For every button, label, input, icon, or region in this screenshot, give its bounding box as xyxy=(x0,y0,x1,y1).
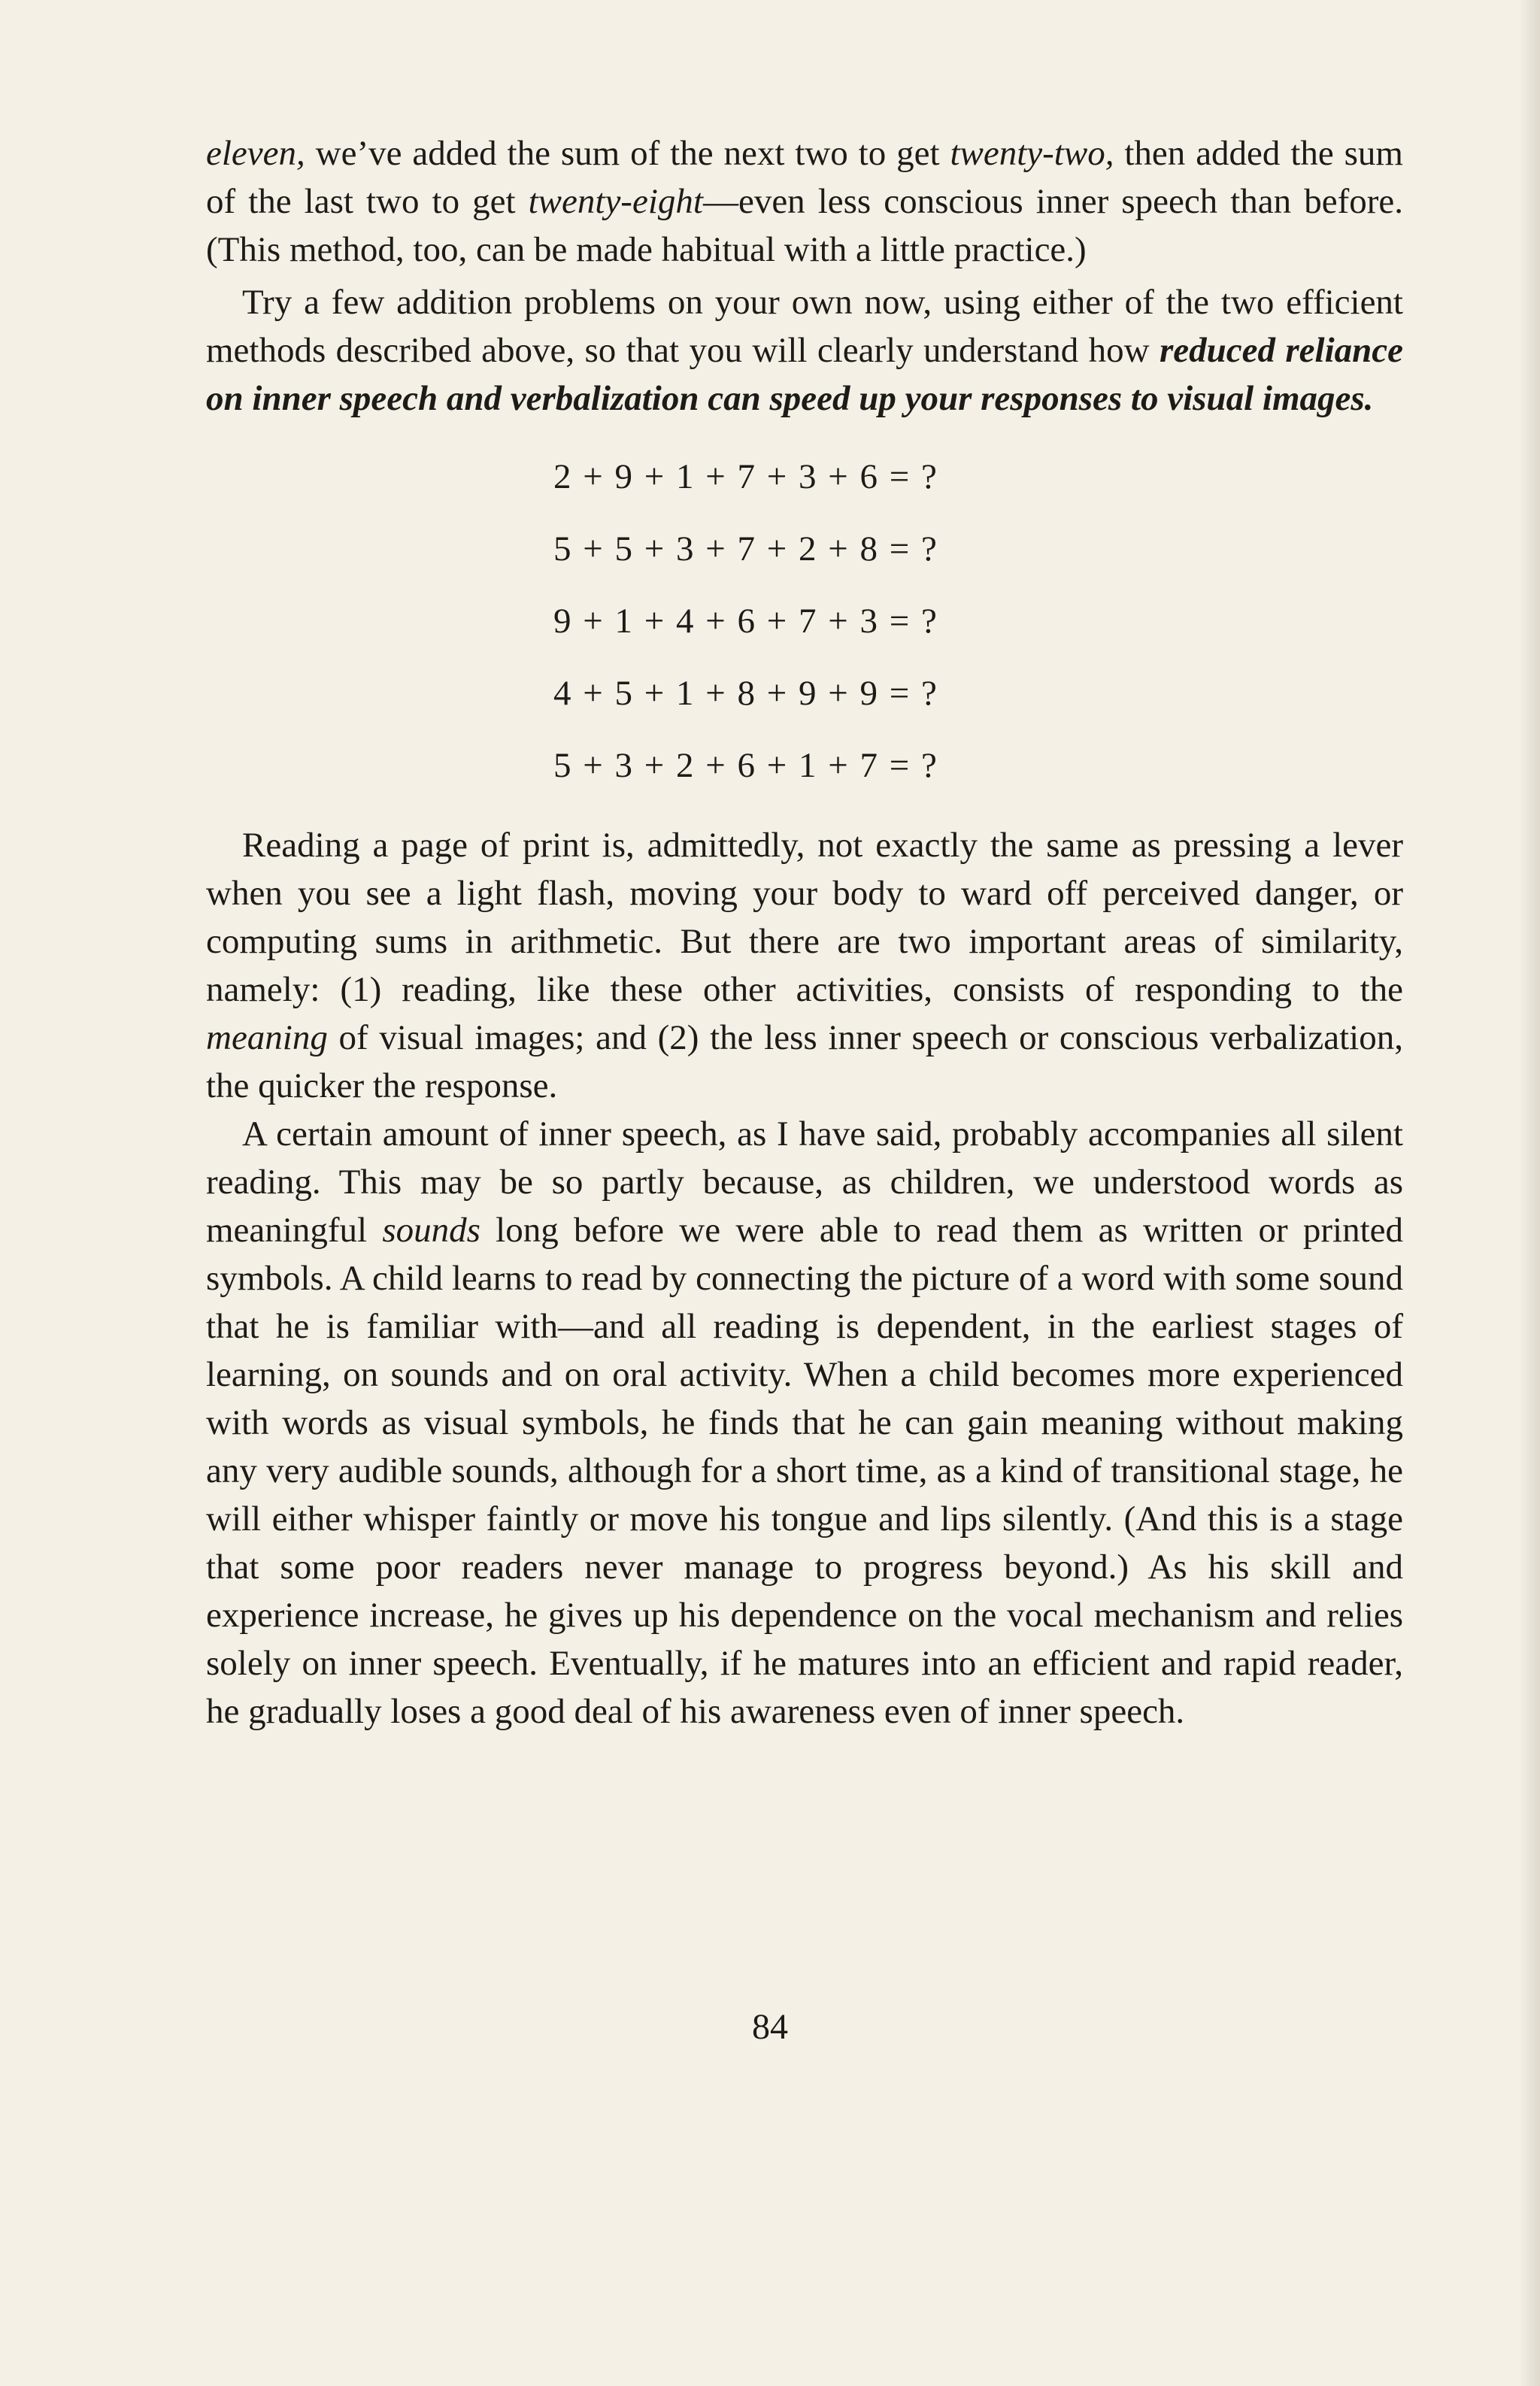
paragraph-1-text-c: —even less conscious inner speech than before. (This method, too, can be made habitual with a little practice.) xyxy=(206,182,1403,269)
equation-5: 5 + 3 + 2 + 6 + 1 + 7 = ? xyxy=(553,746,938,785)
emphasis-twenty-two: twenty-two, xyxy=(950,134,1114,173)
emphasis-sounds: sounds xyxy=(382,1211,480,1250)
paragraph-1 xyxy=(206,129,1403,274)
page-number: 84 xyxy=(752,2007,788,2047)
equation-4: 4 + 5 + 1 + 8 + 9 + 9 = ? xyxy=(553,674,938,713)
page-body xyxy=(206,129,1403,1736)
paragraph-4-text-b: long before we were able to read them as written or printed symbols. A child learns to read by connecting the picture of a word with some sound that he is familiar with—and all reading is dependent, in the earliest stages of learning, on sounds and on oral activity. When a child becomes more experienced with words as visual symbols, he finds that he can gain meaning without making any very audible sounds, although for a short time, as a kind of transitional stage, he will either whisper faintly or move his tongue and lips silently. (And this is a stage that some poor readers never manage to progress beyond.) As his skill and experience increase, he gives up his dependence on the vocal mechanism and relies solely on inner speech. Eventually, if he matures into an efficient and rapid reader, he gradually loses a good deal of his awareness even of inner speech. xyxy=(206,1211,1403,1731)
paragraph-4-text-a: A certain amount of inner speech, as I have said, probably accompanies all silent reading. This may be so partly because, as children, we understood words as meaningful xyxy=(206,1114,1403,1250)
paragraph-3-text-a: Reading a page of print is, admittedly, not exactly the same as pressing a lever when you see a light flash, moving your body to ward off perceived danger, or computing sums in arithmetic. But there are two important areas of similarity, namely: (1) reading, like these other activities, consists of responding to the xyxy=(206,826,1403,1009)
equation-2: 5 + 5 + 3 + 7 + 2 + 8 = ? xyxy=(553,529,938,568)
paragraph-2-text: Try a few addition problems on your own now, using either of the two efficient methods described above, so that you will clearly understand how xyxy=(206,283,1403,370)
equation-3: 9 + 1 + 4 + 6 + 7 + 3 = ? xyxy=(553,602,938,641)
addition-problems xyxy=(206,441,1403,802)
equation-1: 2 + 9 + 1 + 7 + 3 + 6 = ? xyxy=(553,457,938,496)
emphasis-reduced-reliance: reduced reliance on inner speech and verbalization can speed up your responses to visual images. xyxy=(206,331,1403,418)
paragraph-3 xyxy=(206,821,1403,1110)
emphasis-eleven: eleven, xyxy=(206,134,305,173)
paragraph-4 xyxy=(206,1110,1403,1736)
paragraph-1-text-a: we’ve added the sum of the next two to get xyxy=(305,134,950,173)
emphasis-meaning: meaning xyxy=(206,1018,328,1057)
emphasis-twenty-eight: twenty-eight xyxy=(528,182,703,221)
paragraph-1-text-b: then added the sum of the last two to get xyxy=(206,134,1403,221)
paragraph-3-text-b: of visual images; and (2) the less inner speech or conscious verbalization, the quicker the response. xyxy=(206,1018,1403,1105)
paragraph-2 xyxy=(206,278,1403,423)
